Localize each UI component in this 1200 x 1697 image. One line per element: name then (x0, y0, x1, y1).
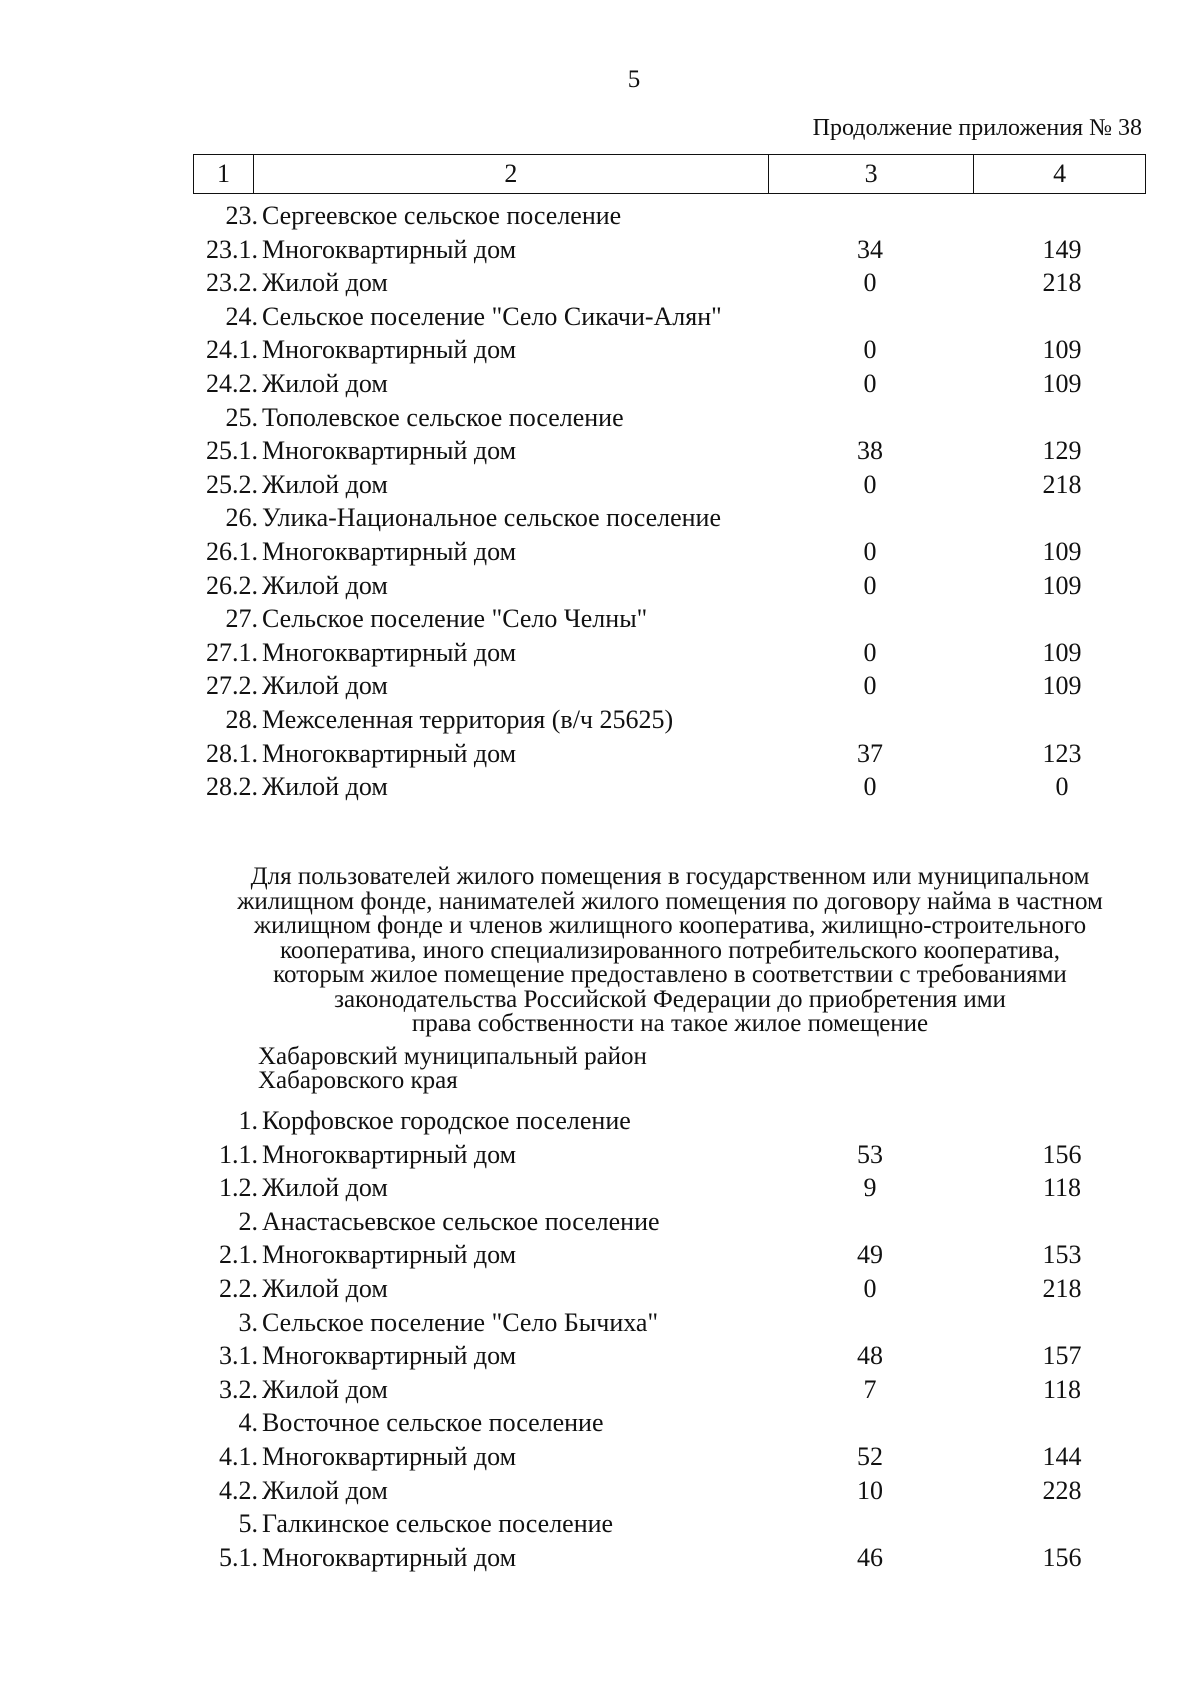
row-name: Тополевское сельское поселение (262, 402, 624, 432)
value-col-3: 0 (863, 469, 877, 499)
row-name: Сергеевское сельское поселение (262, 201, 622, 230)
value-col-4: 218 (1042, 268, 1082, 298)
table-row (0, 568, 1200, 604)
row-name: Жилой дом (262, 1374, 388, 1404)
value-col-4: 156 (1042, 1139, 1082, 1169)
district-line: Хабаровского края (258, 1067, 458, 1094)
row-name: Многоквартирный дом (262, 738, 517, 768)
row-name: Анастасьевское сельское поселение (262, 1206, 660, 1236)
table-row (0, 1170, 1200, 1206)
value-col-4: 228 (1042, 1475, 1082, 1505)
table-row (0, 1372, 1200, 1408)
row-name: Корфовское городское поселение (262, 1106, 631, 1135)
table-row (0, 1237, 1200, 1273)
row-number: 1.1. (219, 1139, 258, 1169)
value-col-4: 109 (1042, 335, 1082, 365)
value-col-4: 157 (1042, 1341, 1082, 1371)
table-row (0, 1473, 1200, 1509)
page-number: 5 (627, 66, 641, 93)
row-name: Жилой дом (262, 671, 388, 701)
value-col-3: 0 (863, 268, 877, 298)
row-number: 26.2. (206, 570, 258, 600)
table-header (193, 154, 1146, 194)
settlement-row (0, 1305, 1200, 1341)
district-heading (258, 1045, 647, 1093)
settlement-row (0, 601, 1200, 637)
table-row (0, 534, 1200, 570)
table-row (0, 668, 1200, 704)
value-col-3: 9 (863, 1173, 877, 1203)
column-header-3: 3 (769, 155, 975, 193)
value-col-3: 0 (863, 772, 877, 802)
value-col-3: 53 (857, 1139, 883, 1169)
row-name: Жилой дом (262, 570, 388, 600)
row-name: Сельское поселение "Село Бычиха" (262, 1307, 659, 1337)
value-col-4: 156 (1042, 1542, 1082, 1572)
row-number: 27.2. (206, 671, 258, 701)
row-name: Жилой дом (262, 469, 388, 499)
value-col-3: 52 (857, 1442, 883, 1471)
value-col-3: 46 (857, 1542, 883, 1572)
table-row (0, 736, 1200, 772)
column-header-2: 2 (254, 155, 769, 193)
value-col-4: 109 (1042, 537, 1082, 566)
row-number: 26. (225, 503, 258, 533)
column-header-1: 1 (194, 155, 254, 193)
category-paragraph (190, 865, 1150, 1037)
row-number: 28.2. (206, 772, 258, 802)
row-name: Многоквартирный дом (262, 234, 517, 264)
table-row (0, 635, 1200, 671)
paragraph-line: которым жилое помещение предоставлено в соответствии с требованиями (273, 961, 1067, 988)
table-row (0, 265, 1200, 301)
row-name: Восточное сельское поселение (262, 1408, 604, 1438)
row-name: Многоквартирный дом (262, 637, 517, 667)
value-col-4: 109 (1042, 570, 1082, 600)
row-number: 26.1. (206, 537, 258, 566)
settlement-row (0, 1103, 1200, 1139)
value-col-4: 218 (1042, 469, 1082, 499)
table-row (0, 366, 1200, 402)
table-row (0, 232, 1200, 268)
settlement-row (0, 1204, 1200, 1240)
row-name: Многоквартирный дом (262, 1442, 517, 1471)
appendix-continuation: Продолжение приложения № 38 (812, 115, 1142, 141)
value-col-3: 0 (863, 570, 877, 600)
value-col-4: 118 (1042, 1173, 1082, 1203)
value-col-4: 149 (1042, 234, 1082, 264)
value-col-3: 0 (863, 537, 877, 566)
paragraph-line: жилищном фонде и членов жилищного кооператива, жилищно-строительного (253, 912, 1087, 939)
value-col-3: 0 (863, 1274, 877, 1303)
value-col-3: 7 (863, 1374, 877, 1404)
value-col-3: 49 (857, 1240, 883, 1270)
settlement-row (0, 299, 1200, 335)
row-name: Многоквартирный дом (262, 335, 517, 365)
column-header-4: 4 (1053, 159, 1067, 188)
settlement-row (0, 500, 1200, 536)
row-number: 1. (238, 1106, 258, 1135)
value-col-3: 0 (863, 637, 877, 667)
row-name: Жилой дом (262, 1173, 388, 1203)
row-number: 3.1. (219, 1341, 258, 1371)
row-number: 28. (225, 705, 258, 734)
table-row (0, 769, 1200, 805)
row-number: 4.1. (219, 1442, 258, 1471)
row-number: 4. (238, 1408, 258, 1438)
row-name: Многоквартирный дом (262, 1542, 517, 1572)
row-number: 23.2. (206, 268, 258, 298)
value-col-4: 109 (1042, 671, 1082, 701)
row-name: Сельское поселение "Село Сикачи-Алян" (262, 301, 722, 331)
value-col-4: 109 (1042, 369, 1082, 398)
row-name: Многоквартирный дом (262, 1240, 517, 1270)
row-name: Улика-Национальное сельское поселение (262, 503, 722, 533)
row-name: Многоквартирный дом (262, 1341, 517, 1371)
value-col-4: 144 (1042, 1442, 1082, 1471)
value-col-3: 0 (863, 335, 877, 365)
row-number: 2.2. (219, 1274, 258, 1303)
value-col-4: 109 (1042, 637, 1082, 667)
row-number: 28.1. (206, 738, 258, 768)
row-number: 5. (238, 1509, 258, 1539)
table-row (0, 1338, 1200, 1374)
row-number: 2.1. (219, 1240, 258, 1270)
row-number: 23.1. (206, 234, 258, 264)
row-name: Межселенная территория (в/ч 25625) (262, 705, 674, 734)
row-number: 3. (238, 1307, 258, 1337)
paragraph-line: кооператива, иного специализированного потребительского кооператива, (280, 936, 1060, 964)
table-row (0, 1271, 1200, 1307)
value-col-3: 34 (857, 234, 883, 264)
row-name: Многоквартирный дом (262, 537, 517, 566)
table-row (0, 1540, 1200, 1576)
settlement-row (0, 1405, 1200, 1441)
paragraph-line: права собственности на такое жилое помещение (411, 1010, 929, 1037)
settlement-row (0, 198, 1200, 234)
row-number: 2. (238, 1206, 258, 1236)
table-row (0, 1137, 1200, 1173)
row-number: 1.2. (219, 1173, 258, 1203)
settlement-row (0, 400, 1200, 436)
row-number: 24. (225, 301, 258, 331)
value-col-4: 123 (1042, 738, 1082, 768)
value-col-4: 0 (1055, 772, 1069, 802)
value-col-3: 0 (863, 369, 877, 398)
row-number: 25.2. (206, 469, 258, 499)
value-col-3: 38 (857, 436, 883, 466)
settlement-row (0, 1506, 1200, 1542)
settlement-row (0, 702, 1200, 738)
paragraph-line: законодательства Российской Федерации до приобретения ими (334, 985, 1006, 1013)
row-number: 23. (225, 201, 258, 230)
row-number: 24.1. (206, 335, 258, 365)
row-number: 4.2. (219, 1475, 258, 1505)
paragraph-line: жилищном фонде, нанимателей жилого помещения по договору найма в частном (237, 887, 1103, 915)
district-line: Хабаровский муниципальный район (258, 1043, 647, 1070)
paragraph-line: Для пользователей жилого помещения в государственном или муниципальном (250, 863, 1090, 890)
value-col-4: 218 (1042, 1274, 1082, 1303)
row-name: Жилой дом (262, 268, 388, 298)
row-name: Многоквартирный дом (262, 436, 517, 466)
value-col-3: 48 (857, 1341, 883, 1371)
row-name: Сельское поселение "Село Челны" (262, 604, 648, 634)
row-name: Жилой дом (262, 772, 388, 802)
row-name: Жилой дом (262, 369, 388, 398)
table-row (0, 1439, 1200, 1475)
row-number: 27.1. (206, 637, 258, 667)
row-number: 25.1. (206, 436, 258, 466)
row-name: Многоквартирный дом (262, 1139, 517, 1169)
row-number: 24.2. (206, 369, 258, 398)
row-name: Галкинское сельское поселение (262, 1509, 614, 1539)
value-col-3: 0 (863, 671, 877, 701)
table-row (0, 433, 1200, 469)
row-number: 5.1. (219, 1542, 258, 1572)
value-col-4: 153 (1042, 1240, 1082, 1270)
row-number: 27. (225, 604, 258, 634)
value-col-4: 129 (1042, 436, 1082, 466)
row-number: 25. (225, 402, 258, 432)
value-col-3: 10 (857, 1475, 883, 1505)
table-row (0, 332, 1200, 368)
row-name: Жилой дом (262, 1274, 388, 1303)
row-number: 3.2. (219, 1374, 258, 1404)
row-name: Жилой дом (262, 1475, 388, 1505)
table-row (0, 467, 1200, 503)
value-col-4: 118 (1042, 1374, 1082, 1404)
value-col-3: 37 (857, 738, 883, 768)
